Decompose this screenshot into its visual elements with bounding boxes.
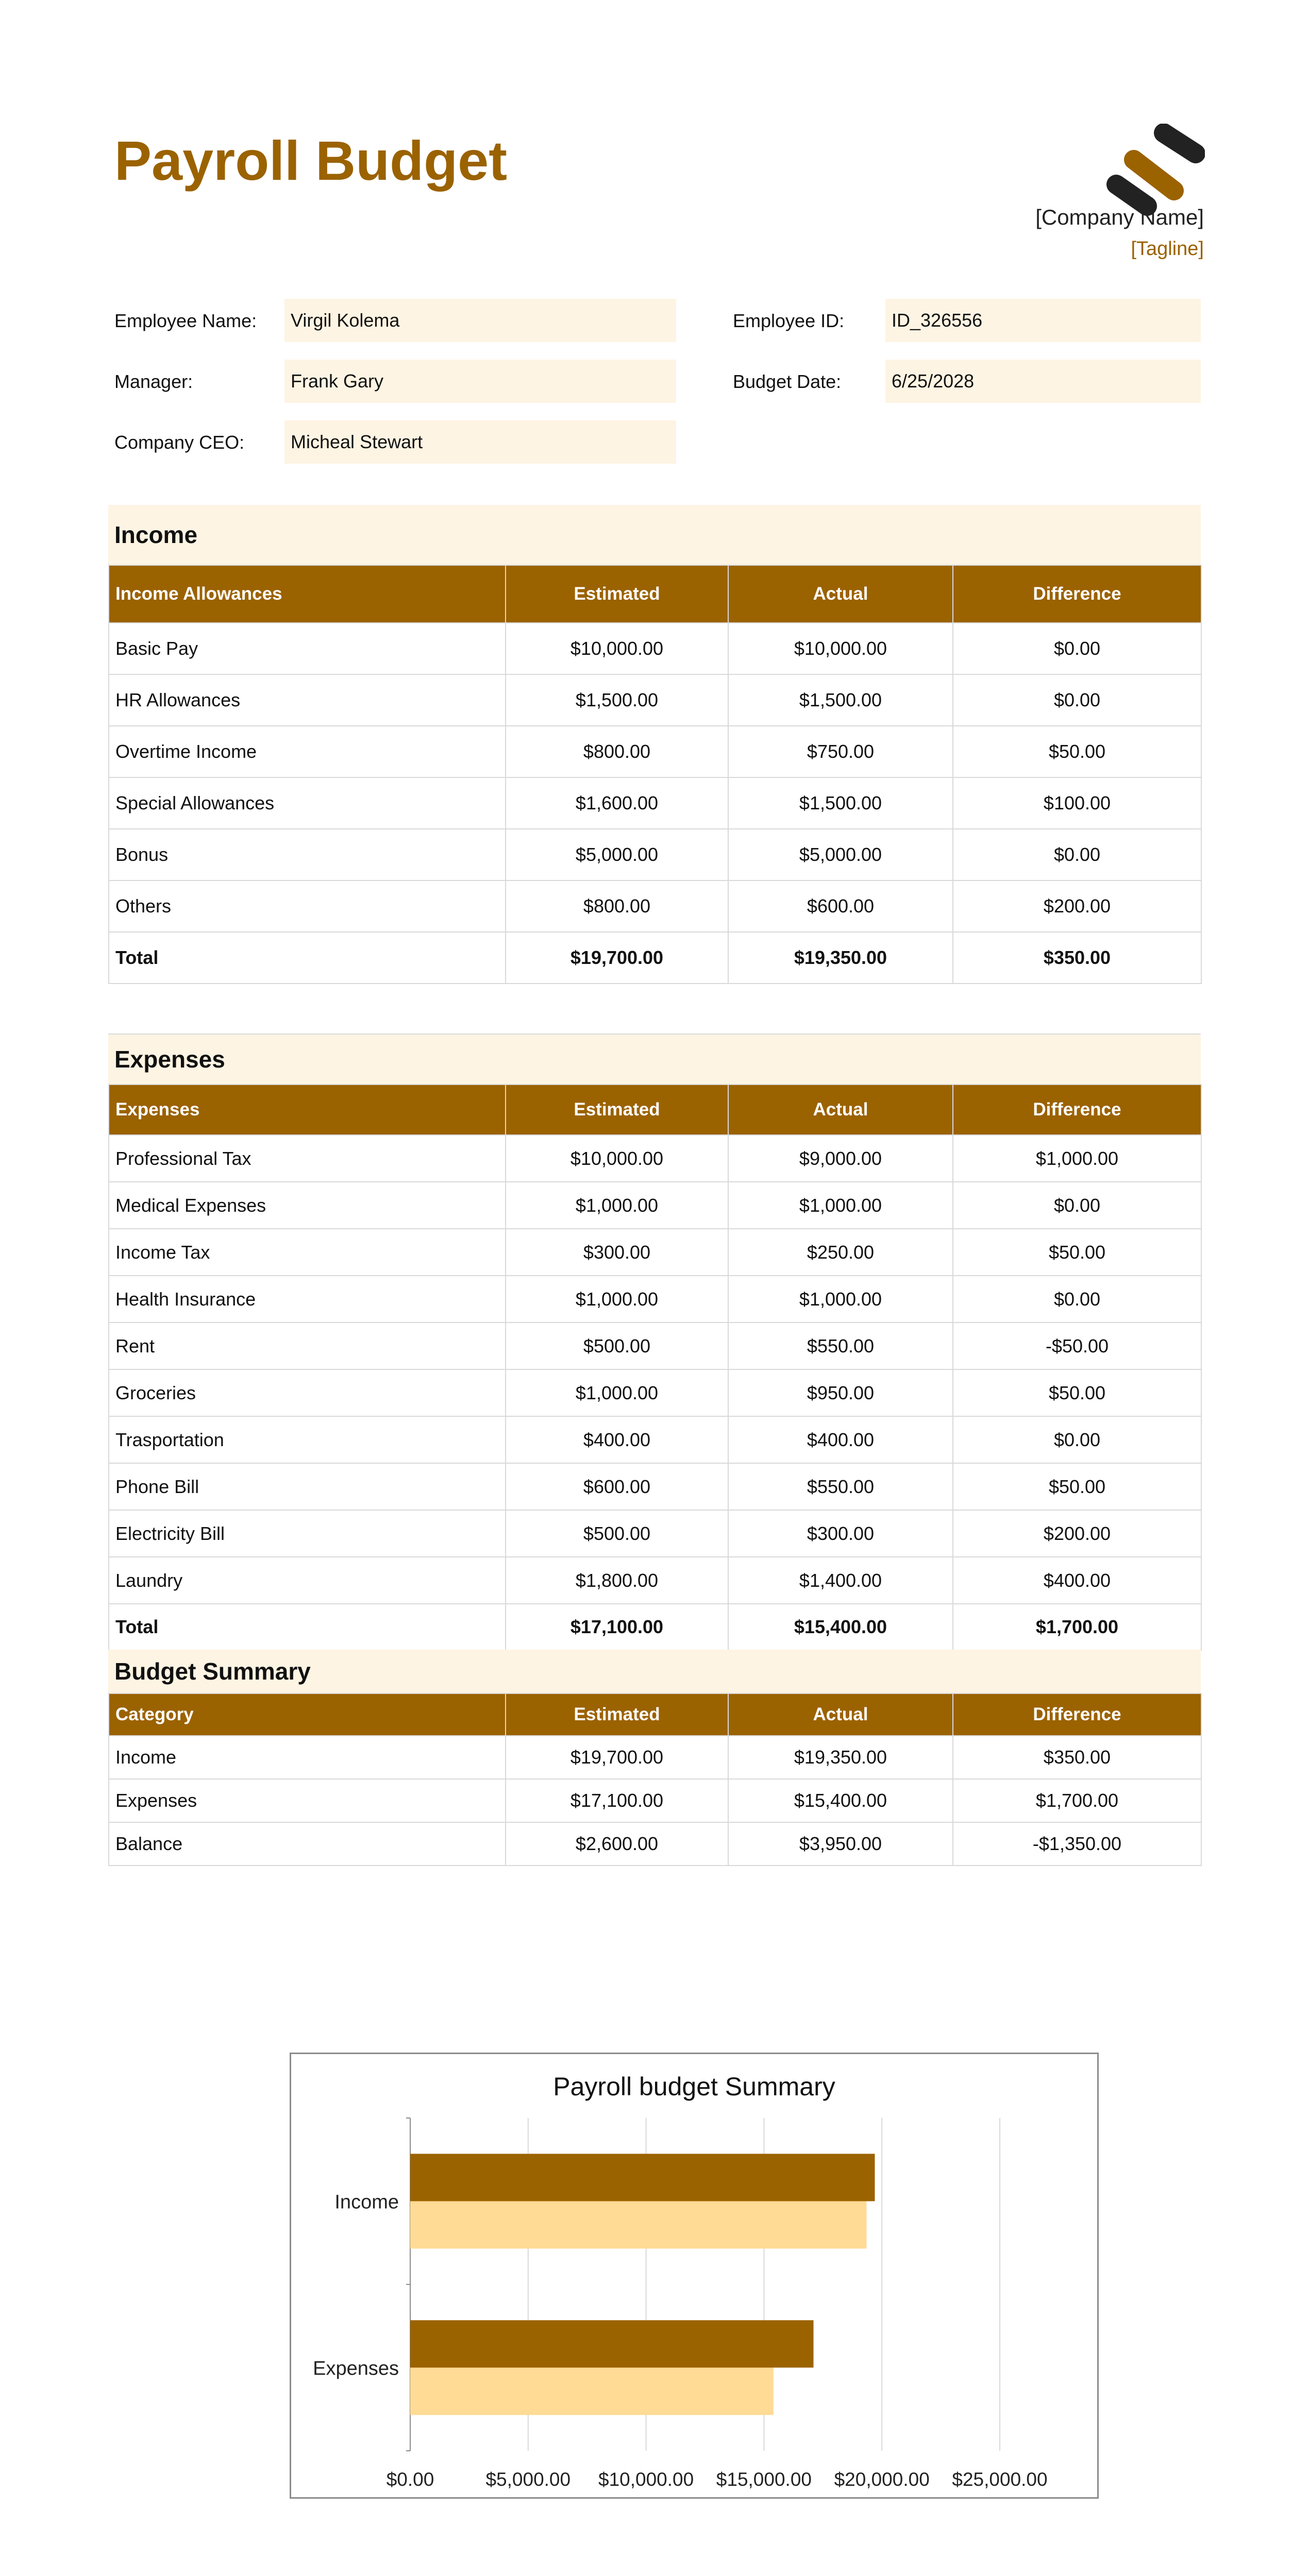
column-header: Actual (728, 1084, 953, 1135)
column-header: Estimated (506, 1084, 728, 1135)
budget-date-field[interactable]: 6/25/2028 (885, 360, 1201, 403)
company-tagline: [Tagline] (1131, 238, 1204, 260)
summary-section-title: Budget Summary (108, 1650, 1201, 1693)
column-header: Income Allowances (109, 565, 506, 623)
row-label: Trasportation (109, 1416, 506, 1463)
difference-cell: -$1,350.00 (953, 1822, 1201, 1866)
budget-date-label: Budget Date: (733, 371, 842, 392)
table-row (109, 1510, 1201, 1557)
row-label: Groceries (109, 1369, 506, 1416)
difference-cell: $0.00 (953, 674, 1201, 726)
total-label: Total (109, 1604, 506, 1650)
table-row (109, 1416, 1201, 1463)
difference-cell: $350.00 (953, 1736, 1201, 1779)
estimated-cell: $1,000.00 (506, 1276, 728, 1323)
row-label: Health Insurance (109, 1276, 506, 1323)
table-row (109, 880, 1201, 932)
column-header: Difference (953, 565, 1201, 623)
actual-total: $15,400.00 (728, 1604, 953, 1650)
table-row (109, 829, 1201, 880)
actual-cell: $3,950.00 (728, 1822, 953, 1866)
actual-cell: $15,400.00 (728, 1779, 953, 1822)
actual-cell: $9,000.00 (728, 1135, 953, 1182)
estimated-cell: $1,600.00 (506, 777, 728, 829)
employee-name-label: Employee Name: (114, 310, 257, 331)
actual-cell: $1,000.00 (728, 1182, 953, 1229)
table-row (109, 1276, 1201, 1323)
estimated-total: $19,700.00 (506, 932, 728, 984)
summary-table (108, 1693, 1202, 1866)
table-row (109, 1229, 1201, 1276)
x-tick-label: $15,000.00 (716, 2469, 812, 2490)
actual-cell: $1,400.00 (728, 1557, 953, 1604)
table-row (109, 1779, 1201, 1822)
difference-cell: $200.00 (953, 1510, 1201, 1557)
actual-cell: $10,000.00 (728, 623, 953, 674)
difference-cell: $50.00 (953, 726, 1201, 777)
row-label: Overtime Income (109, 726, 506, 777)
table-row (109, 1323, 1201, 1369)
column-header: Estimated (506, 1693, 728, 1736)
x-tick-label: $0.00 (386, 2469, 434, 2490)
table-row (109, 674, 1201, 726)
row-label: Basic Pay (109, 623, 506, 674)
actual-cell: $5,000.00 (728, 829, 953, 880)
estimated-cell: $500.00 (506, 1323, 728, 1369)
bar (410, 2320, 813, 2368)
estimated-cell: $800.00 (506, 726, 728, 777)
estimated-cell: $1,500.00 (506, 674, 728, 726)
x-tick-label: $10,000.00 (598, 2469, 694, 2490)
table-row (109, 1182, 1201, 1229)
income-header-row (109, 565, 1201, 623)
column-header: Actual (728, 565, 953, 623)
actual-cell: $19,350.00 (728, 1736, 953, 1779)
category-label: Income (334, 2191, 399, 2213)
estimated-cell: $5,000.00 (506, 829, 728, 880)
table-row (109, 726, 1201, 777)
difference-total: $1,700.00 (953, 1604, 1201, 1650)
category-label: Expenses (313, 2358, 399, 2380)
manager-label: Manager: (114, 371, 193, 392)
manager-field[interactable]: Frank Gary (284, 360, 676, 403)
difference-cell: $0.00 (953, 1276, 1201, 1323)
estimated-cell: $1,800.00 (506, 1557, 728, 1604)
row-label: Laundry (109, 1557, 506, 1604)
table-row (109, 777, 1201, 829)
estimated-cell: $10,000.00 (506, 623, 728, 674)
estimated-cell: $19,700.00 (506, 1736, 728, 1779)
actual-cell: $1,500.00 (728, 674, 953, 726)
column-header: Category (109, 1693, 506, 1736)
difference-cell: $50.00 (953, 1463, 1201, 1510)
difference-cell: $50.00 (953, 1229, 1201, 1276)
row-label: Special Allowances (109, 777, 506, 829)
ceo-field[interactable]: Micheal Stewart (284, 420, 676, 464)
difference-total: $350.00 (953, 932, 1201, 984)
actual-total: $19,350.00 (728, 932, 953, 984)
estimated-total: $17,100.00 (506, 1604, 728, 1650)
actual-cell: $550.00 (728, 1463, 953, 1510)
page-title: Payroll Budget (114, 129, 508, 192)
difference-cell: $0.00 (953, 623, 1201, 674)
actual-cell: $550.00 (728, 1323, 953, 1369)
difference-cell: $0.00 (953, 829, 1201, 880)
employee-name-field[interactable]: Virgil Kolema (284, 299, 676, 342)
estimated-cell: $600.00 (506, 1463, 728, 1510)
table-row (109, 1463, 1201, 1510)
row-label: HR Allowances (109, 674, 506, 726)
bar (410, 2201, 866, 2249)
difference-cell: $1,700.00 (953, 1779, 1201, 1822)
summary-header-row (109, 1693, 1201, 1736)
column-header: Difference (953, 1084, 1201, 1135)
column-header: Difference (953, 1693, 1201, 1736)
actual-cell: $600.00 (728, 880, 953, 932)
bar (410, 2368, 774, 2415)
expenses-section-title: Expenses (108, 1035, 1201, 1084)
table-row (109, 623, 1201, 674)
difference-cell: $0.00 (953, 1182, 1201, 1229)
difference-cell: -$50.00 (953, 1323, 1201, 1369)
total-row (109, 1604, 1201, 1650)
estimated-cell: $800.00 (506, 880, 728, 932)
total-label: Total (109, 932, 506, 984)
row-label: Bonus (109, 829, 506, 880)
estimated-cell: $1,000.00 (506, 1369, 728, 1416)
estimated-cell: $2,600.00 (506, 1822, 728, 1866)
company-name: [Company Name] (1035, 205, 1204, 229)
column-header: Expenses (109, 1084, 506, 1135)
actual-cell: $1,500.00 (728, 777, 953, 829)
difference-cell: $0.00 (953, 1416, 1201, 1463)
row-label: Income (109, 1736, 506, 1779)
row-label: Electricity Bill (109, 1510, 506, 1557)
expenses-header-row (109, 1084, 1201, 1135)
total-row (109, 932, 1201, 984)
column-header: Estimated (506, 565, 728, 623)
x-tick-label: $5,000.00 (485, 2469, 571, 2490)
row-label: Phone Bill (109, 1463, 506, 1510)
difference-cell: $100.00 (953, 777, 1201, 829)
table-row (109, 1822, 1201, 1866)
row-label: Income Tax (109, 1229, 506, 1276)
estimated-cell: $400.00 (506, 1416, 728, 1463)
difference-cell: $50.00 (953, 1369, 1201, 1416)
difference-cell: $200.00 (953, 880, 1201, 932)
chart-canvas (291, 2054, 1097, 2497)
bar (410, 2154, 875, 2201)
estimated-cell: $500.00 (506, 1510, 728, 1557)
actual-cell: $300.00 (728, 1510, 953, 1557)
table-row (109, 1736, 1201, 1779)
income-table (108, 565, 1202, 984)
row-label: Medical Expenses (109, 1182, 506, 1229)
row-label: Rent (109, 1323, 506, 1369)
estimated-cell: $17,100.00 (506, 1779, 728, 1822)
difference-cell: $400.00 (953, 1557, 1201, 1604)
payroll-summary-chart (290, 2053, 1099, 2499)
table-row (109, 1369, 1201, 1416)
income-section-title: Income (108, 505, 1201, 565)
estimated-cell: $1,000.00 (506, 1182, 728, 1229)
row-label: Others (109, 880, 506, 932)
company-logo-icon (1102, 124, 1205, 216)
estimated-cell: $300.00 (506, 1229, 728, 1276)
table-row (109, 1135, 1201, 1182)
ceo-label: Company CEO: (114, 432, 245, 453)
chart-title: Payroll budget Summary (553, 2072, 835, 2101)
x-tick-label: $25,000.00 (952, 2469, 1048, 2490)
table-row (109, 1557, 1201, 1604)
actual-cell: $1,000.00 (728, 1276, 953, 1323)
expenses-table (108, 1084, 1202, 1651)
row-label: Balance (109, 1822, 506, 1866)
actual-cell: $750.00 (728, 726, 953, 777)
actual-cell: $250.00 (728, 1229, 953, 1276)
difference-cell: $1,000.00 (953, 1135, 1201, 1182)
estimated-cell: $10,000.00 (506, 1135, 728, 1182)
row-label: Professional Tax (109, 1135, 506, 1182)
employee-id-label: Employee ID: (733, 310, 845, 331)
x-tick-label: $20,000.00 (834, 2469, 930, 2490)
employee-id-field[interactable]: ID_326556 (885, 299, 1201, 342)
actual-cell: $400.00 (728, 1416, 953, 1463)
actual-cell: $950.00 (728, 1369, 953, 1416)
column-header: Actual (728, 1693, 953, 1736)
row-label: Expenses (109, 1779, 506, 1822)
